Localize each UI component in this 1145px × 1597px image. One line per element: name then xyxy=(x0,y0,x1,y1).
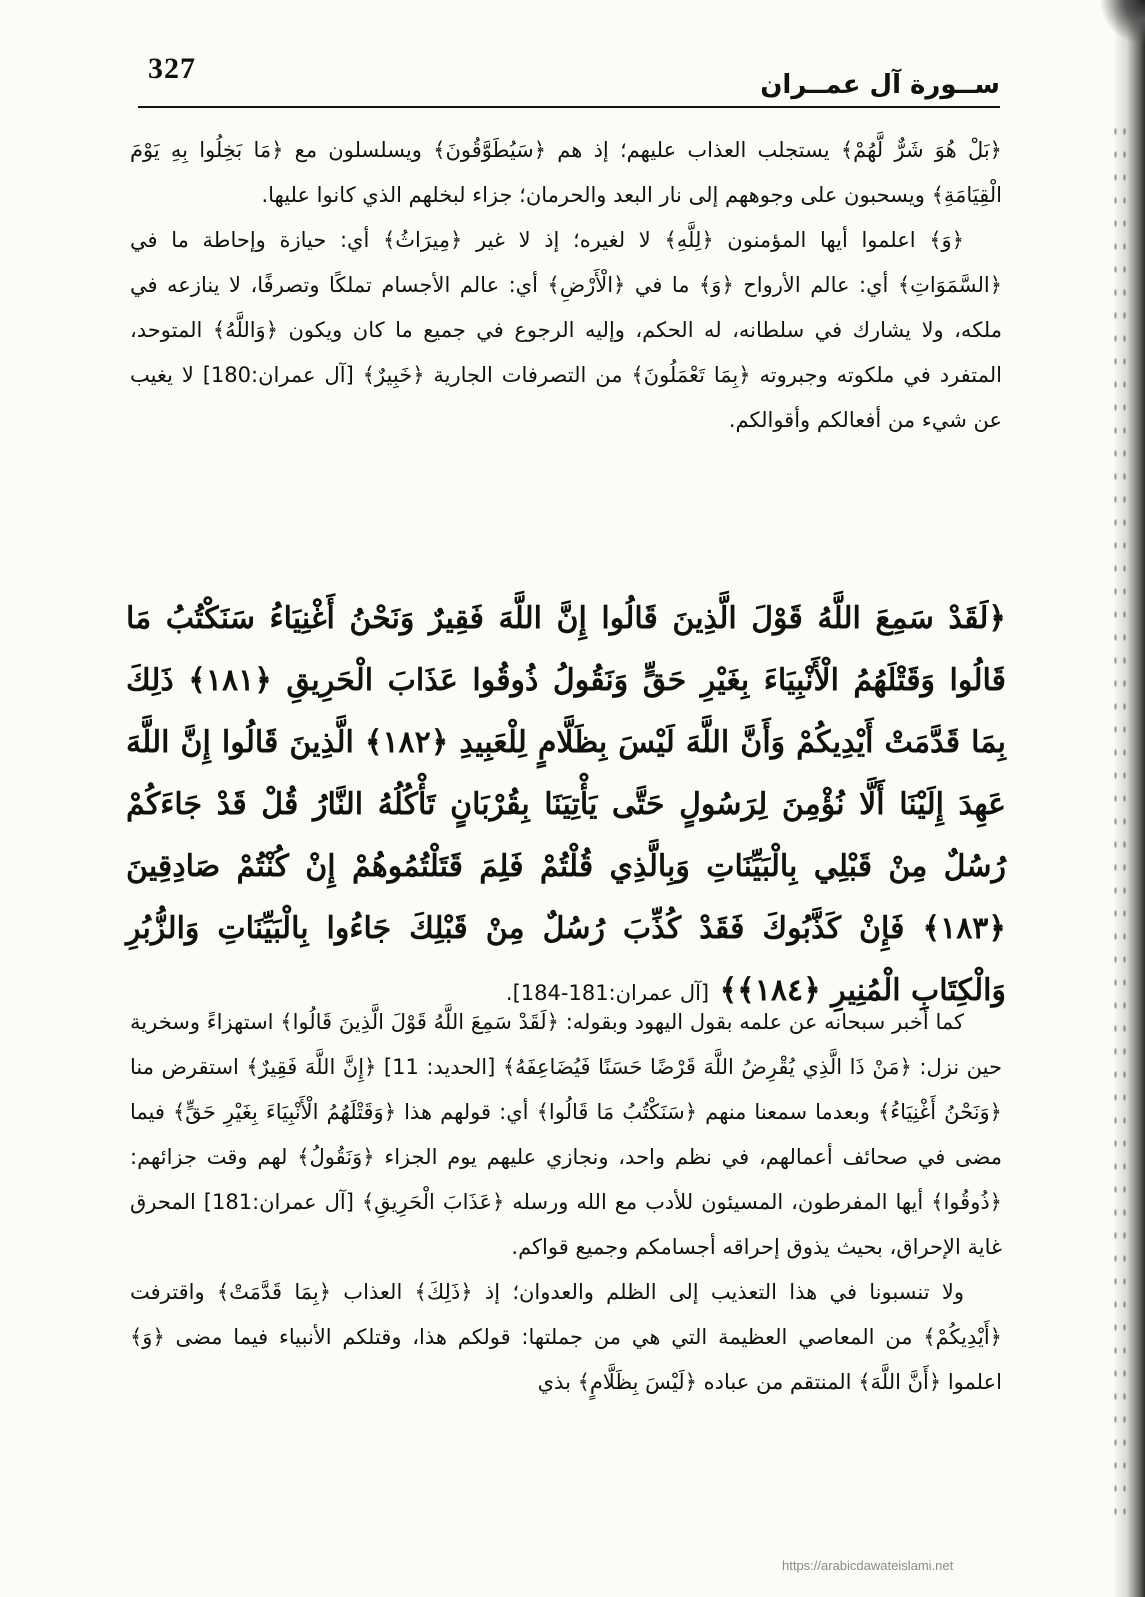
verse-text: ﴿لَقَدْ سَمِعَ اللَّهُ قَوْلَ الَّذِينَ قَالُوا إِنَّ اللَّهَ فَقِيرٌ وَنَحْنُ أَغْنِيَاءُ سَنَكْتُبُ مَا قَالُوا وَقَتْلَهُمُ الْأَنْبِيَاءَ بِغَيْرِ حَقٍّ وَنَقُولُ ذُوقُوا عَذَابَ الْحَرِيقِ ﴿١٨١﴾ ذَلِكَ بِمَا قَدَّمَتْ أَيْدِيكُمْ وَأَنَّ اللَّهَ لَيْسَ بِظَلَّامٍ لِلْعَبِيدِ ﴿١٨٢﴾ الَّذِينَ قَالُوا إِنَّ اللَّهَ عَهِدَ إِلَيْنَا أَلَّا نُؤْمِنَ لِرَسُولٍ حَتَّى يَأْتِيَنَا بِقُرْبَانٍ تَأْكُلُهُ النَّارُ قُلْ قَدْ جَاءَكُمْ رُسُلٌ مِنْ قَبْلِي بِالْبَيِّنَاتِ وَبِالَّذِي قُلْتُمْ فَلِمَ قَتَلْتُمُوهُمْ إِنْ كُنْتُمْ صَادِقِينَ ﴿١٨٣﴾ فَإِنْ كَذَّبُوكَ فَقَدْ كُذِّبَ رُسُلٌ مِنْ قَبْلِكَ جَاءُوا بِالْبَيِّنَاتِ وَالزُّبُرِ وَالْكِتَابِ الْمُنِيرِ ﴿١٨٤﴾﴾ xyxy=(126,601,1007,1008)
scan-noise xyxy=(1111,120,1131,1520)
commentary-paragraph: كما أخبر سبحانه عن علمه بقول اليهود وبقوله: ﴿لَقَدْ سَمِعَ اللَّهُ قَوْلَ الَّذِينَ قَالُوا﴾ استهزاءً وسخرية حين نزل: ﴿مَنْ ذَا الَّذِي يُقْرِضُ اللَّهَ قَرْضًا حَسَنًا فَيُضَاعِفَهُ﴾ [الحديد: 11] ﴿إِنَّ اللَّهَ فَقِيرٌ﴾ استقرض منا ﴿وَنَحْنُ أَغْنِيَاءُ﴾ وبعدما سمعنا منهم ﴿سَنَكْتُبُ مَا قَالُوا﴾ أي: قولهم هذا ﴿وَقَتْلَهُمُ الْأَنْبِيَاءَ بِغَيْرِ حَقٍّ﴾ فيما مضى في صحائف أعمالهم، في نظم واحد، ونجازي عليهم يوم الجزاء ﴿وَنَقُولُ﴾ لهم وقت جزائهم: ﴿ذُوقُوا﴾ أيها المفرطون، المسيئون للأدب مع الله ورسله ﴿عَذَابَ الْحَرِيقِ﴾ [آل عمران:181] المحرق غاية الإحراق، بحيث يذوق إحراقه أجسامكم وجميع قواكم. xyxy=(130,1010,1002,1259)
quran-verses xyxy=(126,588,1006,1024)
scan-corner-shadow xyxy=(1085,0,1145,50)
commentary-section-1 xyxy=(130,128,1002,443)
verse-reference: [آل عمران:181-184]. xyxy=(505,981,710,1005)
commentary-paragraph: ﴿وَ﴾ اعلموا أيها المؤمنون ﴿لِلَّهِ﴾ لا لغيره؛ إذ لا غير ﴿مِيرَاثُ﴾ أي: حيازة وإحاطة ما في ﴿السَّمَوَاتِ﴾ أي: عالم الأرواح ﴿وَ﴾ ما في ﴿الْأَرْضِ﴾ أي: عالم الأجسام تملكًا وتصرفًا، لا ينازعه في ملكه، ولا يشارك في سلطانه، له الحكم، وإليه الرجوع في جميع ما كان ويكون ﴿وَاللَّهُ﴾ المتوحد، المتفرد في ملكوته وجبروته ﴿بِمَا تَعْمَلُونَ﴾ من التصرفات الجارية ﴿خَبِيرٌ﴾ [آل عمران:180] لا يغيب عن شيء من أفعالكم وأقوالكم. xyxy=(130,228,1003,432)
header-divider xyxy=(138,106,1000,108)
page-number: 327 xyxy=(148,52,196,85)
commentary-section-2 xyxy=(130,1000,1002,1405)
watermark-url: https://arabicdawateislami.net xyxy=(782,1558,954,1573)
commentary-paragraph: ولا تنسبونا في هذا التعذيب إلى الظلم والعدوان؛ إذ ﴿ذَلِكَ﴾ العذاب ﴿بِمَا قَدَّمَتْ﴾ واقترفت ﴿أَيْدِيكُمْ﴾ من المعاصي العظيمة التي هي من جملتها: قولكم هذا، وقتلكم الأنبياء فيما مضى ﴿وَ﴾ اعلموا ﴿أَنَّ اللَّهَ﴾ المنتقم من عباده ﴿لَيْسَ بِظَلَّامٍ﴾ بذي xyxy=(130,1280,1002,1394)
surah-title: ســورة آل عمــران xyxy=(760,70,1000,100)
commentary-paragraph: ﴿بَلْ هُوَ شَرٌّ لَّهُمْ﴾ يستجلب العذاب عليهم؛ إذ هم ﴿سَيُطَوَّقُونَ﴾ ويسلسلون مع ﴿مَا بَخِلُوا بِهِ يَوْمَ الْقِيَامَةِ﴾ ويسحبون على وجوههم إلى نار البعد والحرمان؛ جزاء لبخلهم الذي كانوا عليها. xyxy=(130,138,1002,207)
